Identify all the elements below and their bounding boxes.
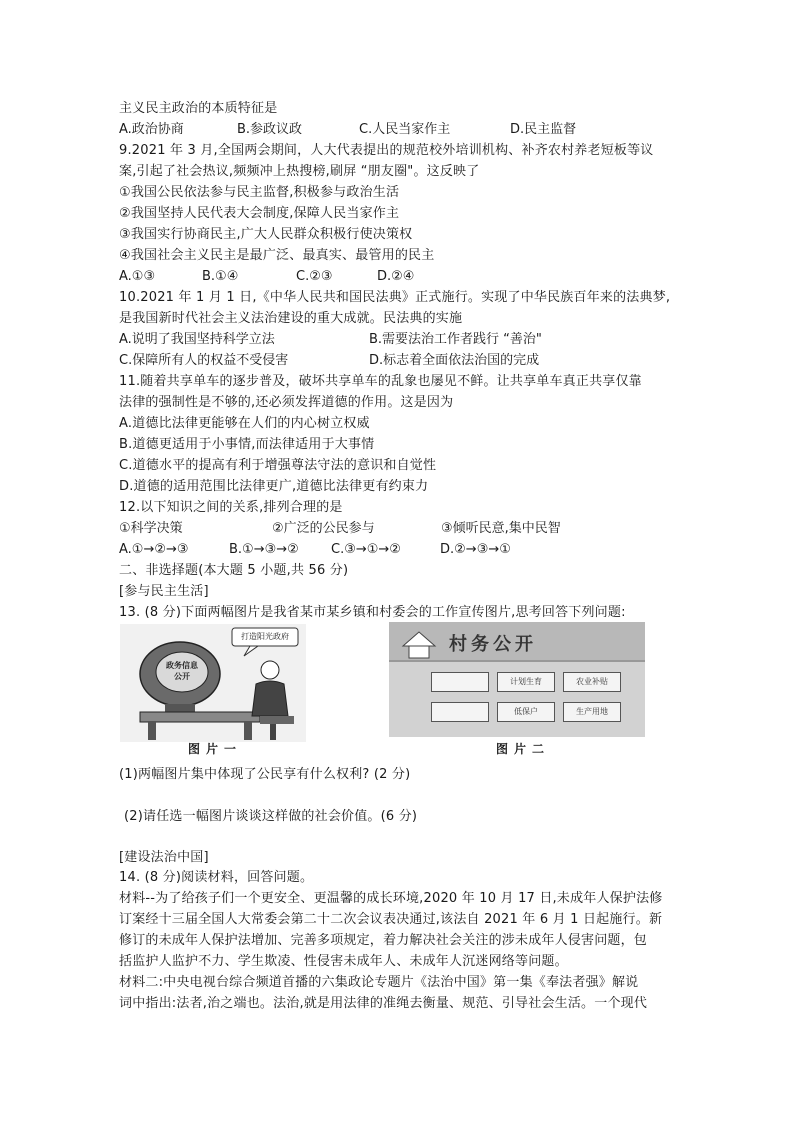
figure-2-banner-title: 村务公开 bbox=[449, 634, 537, 655]
q8-option-a: A.政治协商 bbox=[119, 122, 184, 137]
q8-stem: 主义民主政治的本质特征是 bbox=[119, 101, 278, 116]
q12-options bbox=[119, 540, 679, 560]
q14-material2-line1: 材料二:中央电视台综合频道首播的六集政论专题片《法治中国》第一集《奉法者强》解说 bbox=[119, 975, 639, 990]
q10-stem-line2: 是我国新时代社会主义法治建设的重大成就。民法典的实施 bbox=[119, 311, 463, 326]
village-affairs-button-4 bbox=[431, 702, 489, 722]
q10-options-row2 bbox=[119, 351, 679, 371]
q10-options-row1 bbox=[119, 330, 679, 350]
figure-2-button-grid bbox=[431, 672, 621, 728]
q9-item-1: ①我国公民依法参与民主监督,积极参与政治生活 bbox=[119, 185, 400, 200]
village-affairs-button-2: 计划生育 bbox=[497, 672, 555, 692]
q10-stem-line1: 10.2021 年 1 月 1 日,《中华人民共和国民法典》正式施行。实现了中华民族百年来的法典梦, bbox=[119, 290, 671, 305]
q14-material1-line1: 材料--为了给孩子们一个更安全、更温馨的成长环境,2020 年 10 月 17 日,未成年人保护法修 bbox=[119, 891, 663, 906]
q10-option-b: B.需要法治工作者践行 “善治" bbox=[369, 332, 542, 347]
q12-item-3: ③倾听民意,集中民智 bbox=[441, 521, 561, 536]
q9-options bbox=[119, 267, 519, 287]
q9-item-4: ④我国社会主义民主是最广泛、最真实、最管用的民主 bbox=[119, 248, 435, 263]
section-title: 二、非选择题(本大题 5 小题,共 56 分) bbox=[119, 563, 349, 578]
topic-heading-2: [建设法治中国] bbox=[119, 850, 209, 865]
q14-material1-line2: 订案经十三届全国人大常委会第二十二次会议表决通过,该法自 2021 年 6 月 1 日起施行。新 bbox=[119, 912, 663, 927]
q11-option-a: A.道德比法律更能够在人们的内心树立权威 bbox=[119, 416, 370, 431]
village-affairs-button-5: 低保户 bbox=[497, 702, 555, 722]
q10-option-a: A.说明了我国坚持科学立法 bbox=[119, 332, 275, 347]
figure-2-caption: 图片二 bbox=[496, 742, 551, 756]
q8-option-c: C.人民当家作主 bbox=[359, 122, 451, 137]
q11-option-b: B.道德更适用于小事情,而法律适用于大事情 bbox=[119, 437, 375, 452]
q12-item-1: ①科学决策 bbox=[119, 521, 183, 536]
q9-item-2: ②我国坚持人民代表大会制度,保障人民当家作主 bbox=[119, 206, 400, 221]
village-affairs-button-3: 农业补贴 bbox=[563, 672, 621, 692]
q14-material1-line3: 修订的未成年人保护法增加、完善多项规定，着力解决社会关注的涉未成年人侵害问题，包 bbox=[119, 933, 648, 948]
q11-option-c: C.道德水平的提高有利于增强尊法守法的意识和自觉性 bbox=[119, 458, 437, 473]
figure-1-caption: 图片一 bbox=[188, 742, 243, 756]
q13-subquestion-2: (2)请任选一幅图片谈谈这样做的社会价值。(6 分) bbox=[124, 809, 418, 824]
q10-option-d: D.标志着全面依法治国的完成 bbox=[369, 353, 540, 368]
q12-option-d: D.②→③→① bbox=[440, 542, 511, 557]
q12-stem: 12.以下知识之间的关系,排列合理的是 bbox=[119, 500, 343, 515]
q12-option-b: B.①→③→② bbox=[229, 542, 299, 557]
q9-option-d: D.②④ bbox=[377, 269, 415, 284]
q9-option-c: C.②③ bbox=[296, 269, 333, 284]
topic-heading-1: [参与民主生活] bbox=[119, 584, 209, 599]
q9-option-b: B.①④ bbox=[202, 269, 239, 284]
village-affairs-button-1 bbox=[431, 672, 489, 692]
q9-stem-line2: 案,引起了社会热议,频频冲上热搜榜,刷屏 “朋友圈"。这反映了 bbox=[119, 164, 480, 179]
q14-stem: 14. (8 分)阅读材料，回答问题。 bbox=[119, 870, 314, 885]
q12-option-c: C.③→①→② bbox=[331, 542, 401, 557]
q8-options bbox=[119, 120, 679, 140]
q8-option-d: D.民主监督 bbox=[510, 122, 577, 137]
q8-option-b: B.参政议政 bbox=[237, 122, 303, 137]
figure-1-screen-text: 政务信息公开 bbox=[166, 661, 198, 681]
figure-1-illustration bbox=[120, 624, 306, 742]
q10-option-c: C.保障所有人的权益不受侵害 bbox=[119, 353, 289, 368]
q11-option-d: D.道德的适用范围比法律更广,道德比法律更有约束力 bbox=[119, 479, 429, 494]
q11-stem-line1: 11.随着共享单车的逐步普及，破坏共享单车的乱象也屡见不鲜。让共享单车真正共享仅靠 bbox=[119, 374, 642, 389]
q12-option-a: A.①→②→③ bbox=[119, 542, 189, 557]
figure-2-illustration bbox=[389, 622, 645, 737]
figure-1-bubble-text: 打造阳光政府 bbox=[241, 632, 289, 641]
q11-stem-line2: 法律的强制性是不够的,还必须发挥道德的作用。这是因为 bbox=[119, 395, 454, 410]
q13-stem: 13. (8 分)下面两幅图片是我省某市某乡镇和村委会的工作宣传图片,思考回答下列问题: bbox=[119, 605, 626, 620]
q14-material1-line4: 括监护人监护不力、学生欺凌、性侵害未成年人、未成年人沉迷网络等问题。 bbox=[119, 954, 568, 969]
q9-stem-line1: 9.2021 年 3 月,全国两会期间，人大代表提出的规范校外培训机构、补齐农村养老短板等议 bbox=[119, 143, 654, 158]
q14-material2-line2: 词中指出:法者,治之端也。法治,就是用法律的准绳去衡量、规范、引导社会生活。一个现代 bbox=[119, 996, 648, 1011]
q12-items bbox=[119, 519, 679, 539]
q9-item-3: ③我国实行协商民主,广大人民群众积极行使决策权 bbox=[119, 227, 413, 242]
q9-option-a: A.①③ bbox=[119, 269, 156, 284]
q13-subquestion-1: (1)两幅图片集中体现了公民享有什么权利? (2 分) bbox=[119, 767, 411, 782]
village-affairs-button-6: 生产用地 bbox=[563, 702, 621, 722]
q12-item-2: ②广泛的公民参与 bbox=[272, 521, 375, 536]
